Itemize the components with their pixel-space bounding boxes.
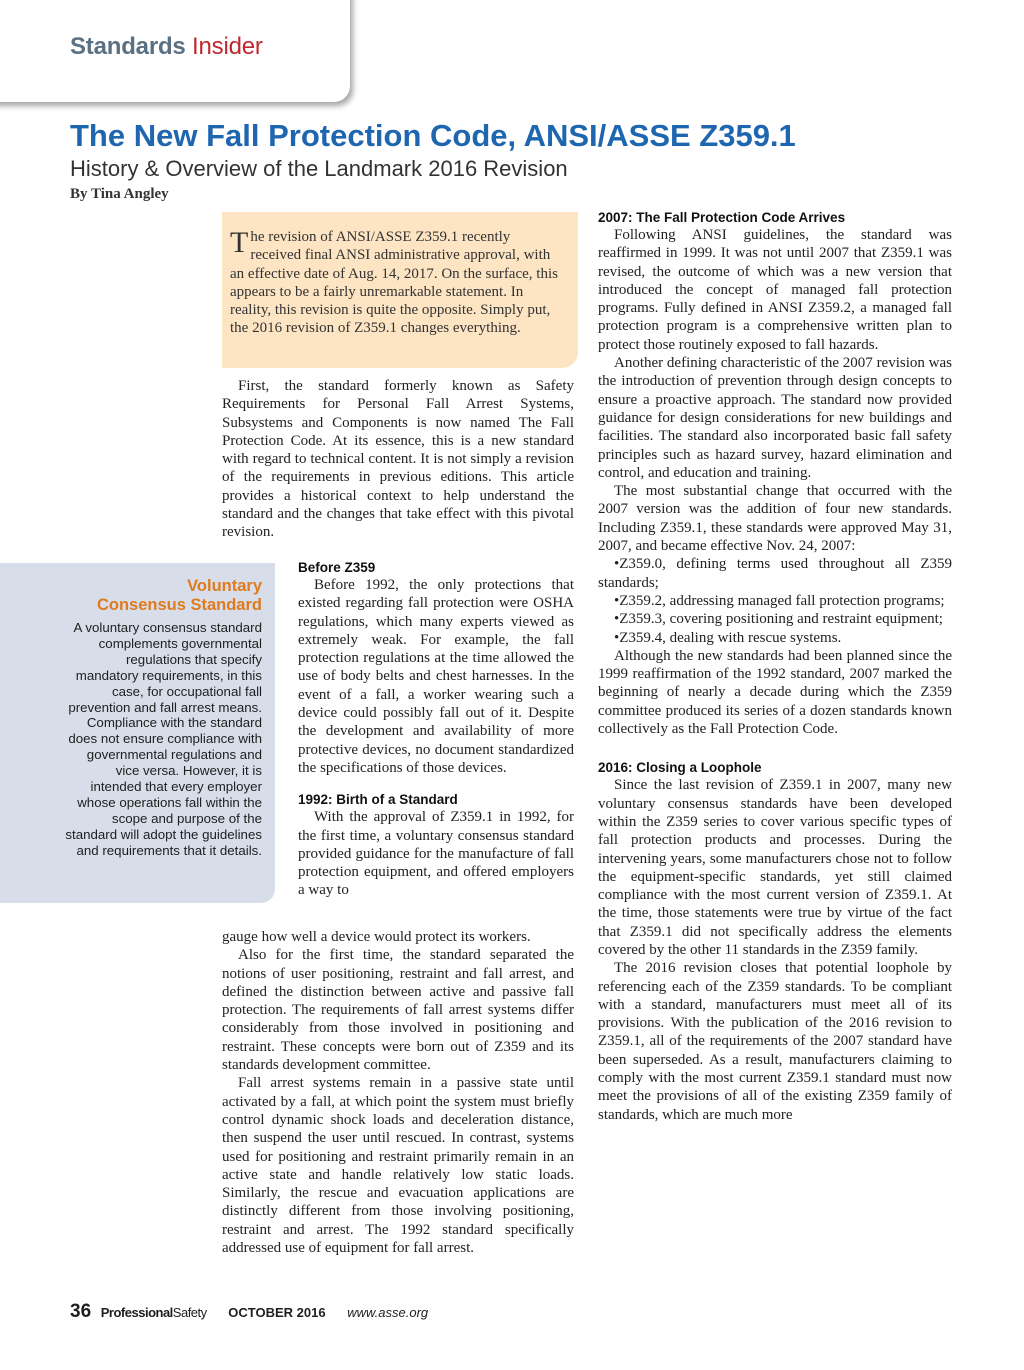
page-footer	[70, 1301, 428, 1323]
right-column	[598, 210, 952, 1124]
arrives-paragraph-1: Following ANSI guidelines, the standard was reaffirmed in 1999. It was not until 2007 that Z359.1 was revised, the outcome of which was a new version that introduced the concept of managed fall protection programs. Fully defined in ANSI Z359.2, a managed fall protection program is a comprehensive written plan to protect those routinely exposed to fall hazards.	[598, 227, 952, 353]
lede-box	[222, 212, 578, 368]
arrives-paragraph-3: The most substantial change that occurred with the 2007 version was the addition of four new standards. Including Z359.1, these standards were approved May 31, 2007, and became effective Nov. 24, 2007:	[598, 483, 952, 555]
bullet-item: •Z359.0, defining terms used throughout all Z359 standards;	[598, 556, 952, 591]
sidebar-title-line1: Voluntary	[187, 577, 262, 595]
magazine-name-bold: Professional	[100, 1305, 173, 1320]
birth-paragraph-2: Also for the first time, the standard separated the notions of user positioning, restraint and fall arrest, and defined the distinction between active and passive fall protection. The requirements of fall arrest systems differ considerably from those involved in positioning and restraint. These concepts were born out of Z359 and its standards development committee.	[222, 947, 574, 1074]
birth-paragraph-1: With the approval of Z359.1 in 1992, for the first time, a voluntary consensus standard provided guidance for the manufacture of fall protection equipment, and offered employers a way to	[298, 809, 574, 899]
birth-paragraph-1-cont: gauge how well a device would protect its workers.	[222, 929, 531, 945]
sidebar-title-line2: Consensus Standard	[96, 596, 262, 614]
article-subtitle: History & Overview of the Landmark 2016 Revision	[70, 156, 568, 181]
birth-paragraph-3: Fall arrest systems remain in a passive state until activated by a fall, at which point the system must briefly control dynamic shock loads and deceleration distance, then suspend the user until rescued. In contrast, systems used for positioning and restraint primarily remain in an active state and handle relatively low static loads. Similarly, the rescue and evacuation applications are distinctly different from those involving positioning, restraint and arrest. The 1992 standard specifically addressed use of equipment for fall arrest.	[222, 1075, 574, 1257]
drop-cap: T	[230, 226, 249, 259]
middle-column-bottom	[222, 928, 574, 1257]
loophole-paragraph-1: Since the last revision of Z359.1 in 2007, many new voluntary consensus standards have been developed within the Z359 series to cover various specific types of fall protection products and processes. During the intervening years, some manufacturers chose not to follow the equipment-specific standards, yet still claimed compliance with the most current version of Z359.1. At the time, those statements were true by virtue of the fact that Z359.1 did not specifically address the elements covered by the other 11 standards in the Z359 family.	[598, 777, 952, 958]
byline: By Tina Angley	[70, 186, 169, 202]
bullet-item: •Z359.3, covering positioning and restraint equipment;	[614, 611, 943, 628]
article-title: The New Fall Protection Code, ANSI/ASSE Z359.1	[70, 118, 796, 153]
heading-before-z359: Before Z359	[298, 560, 376, 575]
sidebar-body: A voluntary consensus standard complements governmental regulations that specify mandatory requirements, in this case, for occupational fall prevention and fall arrest means. Compliance with the standard does not ensure compliance with governmental regulations and vice versa. However, it is intended that every employer whose operations fall within the scope and purpose of the standard will adopt the guidelines and requirements that it details.	[65, 620, 262, 858]
website-link[interactable]: www.asse.org	[347, 1305, 429, 1320]
sidebar-box	[0, 563, 275, 903]
page-number: 36	[70, 1301, 92, 1322]
intro-paragraph: First, the standard formerly known as Safety Requirements for Personal Fall Arrest Systems, Subsystems and Components is now named The Fall Protection Code. At its essence, this is a new standard with regard to technical content. It is not simply a revision of the requirements in previous editions. This article provides a historical context to help understand the standard and the changes that take effect with this pivotal revision.	[222, 378, 574, 541]
arrives-paragraph-2: Another defining characteristic of the 2007 revision was the introduction of prevention through design concepts to ensure a proactive approach. The standard now provided guidance for design considerations for new buildings and facilities. The standard also incorporated basic fall safety principles such as hazard survey, hazard elimination and control, and education and training.	[598, 355, 952, 481]
bullet-item: •Z359.4, dealing with rescue systems.	[614, 629, 842, 646]
section-label-insider: Insider	[192, 33, 263, 60]
loophole-paragraph-2: The 2016 revision closes that potential loophole by referencing each of the Z359 standards. To be compliant with a standard, manufacturers must meet all of its provisions. With the publication of the 2016 revision to Z359.1, all of the requirements of the 2007 standard have been superseded. As a result, manufacturers claiming to comply with the most current Z359.1 standard must now meet the provisions of all of the existing Z359 family of standards, which are much more	[598, 960, 952, 1123]
heading-1992: 1992: Birth of a Standard	[298, 792, 458, 808]
lede-text: he revision of ANSI/ASSE Z359.1 recently received final ANSI administrative approval, with an effective date of Aug. 14, 2017. On the surface, this appears to be a fairly unremarkable statement. In reality, this revision is quite the opposite. Simply put, the 2016 revision of Z359.1 changes everything.	[230, 229, 558, 337]
issue-date: OCTOBER 2016	[228, 1305, 326, 1320]
before-paragraph: Before 1992, the only protections that existed regarding fall protection were OSHA regulations, which many experts viewed as extremely weak. For example, the fall protection regulations at the time allowed the use of body belts and chest harnesses. In the event of a fall, a worker wearing such a device could possibly fall out of it. Despite the development and availability of more protective devices, no document standardized the specifications of those devices.	[298, 577, 574, 776]
middle-column	[298, 560, 574, 900]
heading-2007: 2007: The Fall Protection Code Arrives	[598, 210, 846, 225]
heading-2016: 2016: Closing a Loophole	[598, 760, 762, 776]
section-label-standards: Standards	[70, 33, 186, 60]
sidebar-title	[97, 577, 262, 615]
magazine-name-light: Safety	[172, 1305, 207, 1320]
magazine-name	[101, 1305, 207, 1320]
arrives-paragraph-4: Although the new standards had been planned since the 1999 reaffirmation of the 1992 standard, 2007 marked the beginning of nearly a decade during which the Z359 committee produced its series of a dozen standards known collectively as the Fall Protection Code.	[598, 647, 952, 738]
intro-column	[222, 377, 574, 542]
section-label	[70, 33, 263, 61]
bullet-item: •Z359.2, addressing managed fall protection programs;	[614, 592, 945, 609]
